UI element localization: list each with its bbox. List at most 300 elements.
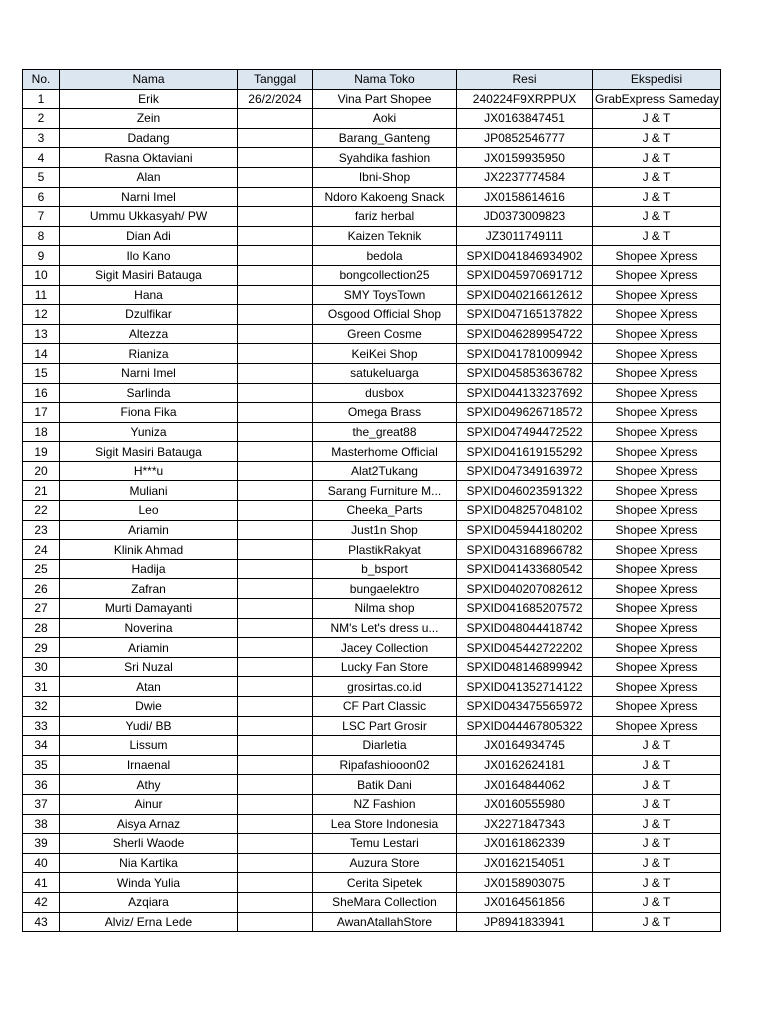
cell-ekspedisi: J & T (593, 892, 721, 912)
table-row (23, 677, 721, 697)
cell-no: 11 (23, 285, 60, 305)
table-row (23, 481, 721, 501)
table-row (23, 265, 721, 285)
cell-ekspedisi: J & T (593, 167, 721, 187)
table-row (23, 892, 721, 912)
cell-resi: SPXID043475565972 (457, 697, 593, 717)
cell-tanggal (238, 305, 313, 325)
cell-tanggal (238, 873, 313, 893)
cell-resi: JX0163847451 (457, 109, 593, 129)
cell-no: 32 (23, 697, 60, 717)
cell-nama: Zafran (60, 579, 238, 599)
cell-ekspedisi: Shopee Xpress (593, 599, 721, 619)
cell-nama: Dzulfikar (60, 305, 238, 325)
table-body (23, 89, 721, 932)
cell-ekspedisi: J & T (593, 207, 721, 227)
cell-ekspedisi: J & T (593, 755, 721, 775)
col-header-ekspedisi: Ekspedisi (593, 70, 721, 90)
table-row (23, 403, 721, 423)
cell-nama-toko: Barang_Ganteng (313, 128, 457, 148)
table-row (23, 912, 721, 932)
cell-nama-toko: Osgood Official Shop (313, 305, 457, 325)
cell-resi: SPXID045442722202 (457, 638, 593, 658)
cell-nama-toko: bungaelektro (313, 579, 457, 599)
cell-no: 42 (23, 892, 60, 912)
cell-ekspedisi: Shopee Xpress (593, 422, 721, 442)
table-row (23, 187, 721, 207)
cell-ekspedisi: Shopee Xpress (593, 324, 721, 344)
cell-no: 37 (23, 794, 60, 814)
cell-ekspedisi: Shopee Xpress (593, 285, 721, 305)
cell-ekspedisi: J & T (593, 814, 721, 834)
cell-ekspedisi: J & T (593, 736, 721, 756)
cell-tanggal: 26/2/2024 (238, 89, 313, 109)
cell-ekspedisi: J & T (593, 128, 721, 148)
cell-ekspedisi: Shopee Xpress (593, 716, 721, 736)
cell-nama-toko: Ndoro Kakoeng Snack (313, 187, 457, 207)
cell-resi: SPXID041352714122 (457, 677, 593, 697)
cell-resi: SPXID046023591322 (457, 481, 593, 501)
cell-tanggal (238, 599, 313, 619)
cell-nama: Irnaenal (60, 755, 238, 775)
cell-nama-toko: Lea Store Indonesia (313, 814, 457, 834)
cell-ekspedisi: Shopee Xpress (593, 363, 721, 383)
cell-tanggal (238, 559, 313, 579)
cell-nama-toko: Batik Dani (313, 775, 457, 795)
cell-no: 18 (23, 422, 60, 442)
cell-nama: Athy (60, 775, 238, 795)
cell-nama-toko: Diarletia (313, 736, 457, 756)
cell-no: 41 (23, 873, 60, 893)
cell-ekspedisi: J & T (593, 109, 721, 129)
cell-no: 24 (23, 540, 60, 560)
cell-no: 15 (23, 363, 60, 383)
cell-nama: Ariamin (60, 520, 238, 540)
cell-tanggal (238, 461, 313, 481)
table-row (23, 834, 721, 854)
cell-no: 25 (23, 559, 60, 579)
cell-resi: SPXID047349163972 (457, 461, 593, 481)
cell-nama: Hadija (60, 559, 238, 579)
table-row (23, 89, 721, 109)
cell-nama-toko: Masterhome Official (313, 442, 457, 462)
cell-ekspedisi: Shopee Xpress (593, 246, 721, 266)
cell-resi: JX0160555980 (457, 794, 593, 814)
cell-no: 20 (23, 461, 60, 481)
cell-nama-toko: the_great88 (313, 422, 457, 442)
cell-nama: Alviz/ Erna Lede (60, 912, 238, 932)
table-row (23, 109, 721, 129)
cell-tanggal (238, 383, 313, 403)
cell-resi: SPXID041781009942 (457, 344, 593, 364)
cell-ekspedisi: Shopee Xpress (593, 265, 721, 285)
cell-no: 17 (23, 403, 60, 423)
cell-nama-toko: Vina Part Shopee (313, 89, 457, 109)
cell-resi: SPXID040207082612 (457, 579, 593, 599)
table-row (23, 540, 721, 560)
table-row (23, 697, 721, 717)
cell-nama: H***u (60, 461, 238, 481)
table-row (23, 559, 721, 579)
cell-tanggal (238, 246, 313, 266)
cell-no: 21 (23, 481, 60, 501)
cell-tanggal (238, 697, 313, 717)
table-row (23, 422, 721, 442)
cell-nama-toko: bedola (313, 246, 457, 266)
cell-no: 4 (23, 148, 60, 168)
cell-tanggal (238, 324, 313, 344)
cell-tanggal (238, 814, 313, 834)
table-row (23, 638, 721, 658)
cell-ekspedisi: Shopee Xpress (593, 383, 721, 403)
cell-resi: SPXID046289954722 (457, 324, 593, 344)
cell-nama: Winda Yulia (60, 873, 238, 893)
cell-resi: SPXID047494472522 (457, 422, 593, 442)
cell-resi: SPXID048044418742 (457, 618, 593, 638)
cell-resi: JX0158614616 (457, 187, 593, 207)
cell-resi: JX0164561856 (457, 892, 593, 912)
cell-resi: SPXID044133237692 (457, 383, 593, 403)
cell-no: 40 (23, 853, 60, 873)
cell-ekspedisi: J & T (593, 873, 721, 893)
table-row (23, 128, 721, 148)
cell-nama: Sigit Masiri Batauga (60, 442, 238, 462)
cell-nama-toko: Ibni-Shop (313, 167, 457, 187)
cell-ekspedisi: J & T (593, 853, 721, 873)
cell-nama-toko: Just1n Shop (313, 520, 457, 540)
cell-no: 23 (23, 520, 60, 540)
cell-no: 36 (23, 775, 60, 795)
cell-no: 34 (23, 736, 60, 756)
cell-nama: Rianiza (60, 344, 238, 364)
cell-nama: Atan (60, 677, 238, 697)
cell-nama: Altezza (60, 324, 238, 344)
cell-nama-toko: dusbox (313, 383, 457, 403)
cell-no: 9 (23, 246, 60, 266)
cell-ekspedisi: J & T (593, 775, 721, 795)
cell-ekspedisi: Shopee Xpress (593, 442, 721, 462)
cell-tanggal (238, 775, 313, 795)
cell-ekspedisi: Shopee Xpress (593, 305, 721, 325)
cell-resi: JZ3011749111 (457, 226, 593, 246)
table-row (23, 167, 721, 187)
cell-tanggal (238, 226, 313, 246)
cell-resi: SPXID040216612612 (457, 285, 593, 305)
cell-nama: Noverina (60, 618, 238, 638)
cell-resi: SPXID043168966782 (457, 540, 593, 560)
cell-ekspedisi: Shopee Xpress (593, 618, 721, 638)
table-row (23, 794, 721, 814)
cell-resi: SPXID041433680542 (457, 559, 593, 579)
cell-ekspedisi: Shopee Xpress (593, 638, 721, 658)
cell-no: 39 (23, 834, 60, 854)
table-row (23, 579, 721, 599)
cell-ekspedisi: Shopee Xpress (593, 403, 721, 423)
cell-nama: Alan (60, 167, 238, 187)
cell-ekspedisi: Shopee Xpress (593, 657, 721, 677)
cell-nama: Ummu Ukkasyah/ PW (60, 207, 238, 227)
cell-no: 31 (23, 677, 60, 697)
cell-no: 30 (23, 657, 60, 677)
cell-tanggal (238, 442, 313, 462)
cell-no: 35 (23, 755, 60, 775)
cell-nama: Sarlinda (60, 383, 238, 403)
cell-resi: SPXID048257048102 (457, 501, 593, 521)
cell-tanggal (238, 657, 313, 677)
shipment-table (22, 69, 721, 932)
table-row (23, 755, 721, 775)
table-row (23, 324, 721, 344)
table-row (23, 442, 721, 462)
cell-nama-toko: Cheeka_Parts (313, 501, 457, 521)
cell-ekspedisi: Shopee Xpress (593, 481, 721, 501)
cell-nama: Hana (60, 285, 238, 305)
cell-nama-toko: b_bsport (313, 559, 457, 579)
cell-nama: Rasna Oktaviani (60, 148, 238, 168)
cell-nama: Ariamin (60, 638, 238, 658)
cell-nama-toko: Temu Lestari (313, 834, 457, 854)
cell-no: 1 (23, 89, 60, 109)
cell-nama: Narni Imel (60, 187, 238, 207)
cell-tanggal (238, 677, 313, 697)
cell-nama: Muliani (60, 481, 238, 501)
cell-nama: Sri Nuzal (60, 657, 238, 677)
cell-resi: JX0164844062 (457, 775, 593, 795)
cell-nama-toko: Nilma shop (313, 599, 457, 619)
table-row (23, 599, 721, 619)
col-header-tanggal: Tanggal (238, 70, 313, 90)
table-row (23, 775, 721, 795)
cell-no: 19 (23, 442, 60, 462)
cell-tanggal (238, 638, 313, 658)
cell-resi: JX0162154051 (457, 853, 593, 873)
cell-nama-toko: Syahdika fashion (313, 148, 457, 168)
cell-nama-toko: Kaizen Teknik (313, 226, 457, 246)
cell-resi: JD0373009823 (457, 207, 593, 227)
cell-tanggal (238, 853, 313, 873)
table-row (23, 520, 721, 540)
col-header-resi: Resi (457, 70, 593, 90)
cell-resi: JX2237774584 (457, 167, 593, 187)
cell-tanggal (238, 207, 313, 227)
cell-nama: Yudi/ BB (60, 716, 238, 736)
cell-nama-toko: NZ Fashion (313, 794, 457, 814)
cell-tanggal (238, 187, 313, 207)
cell-ekspedisi: Shopee Xpress (593, 677, 721, 697)
col-header-nama: Nama (60, 70, 238, 90)
cell-nama: Erik (60, 89, 238, 109)
cell-ekspedisi: Shopee Xpress (593, 520, 721, 540)
cell-nama-toko: Green Cosme (313, 324, 457, 344)
cell-nama-toko: SMY ToysTown (313, 285, 457, 305)
cell-resi: SPXID048146899942 (457, 657, 593, 677)
cell-nama-toko: CF Part Classic (313, 697, 457, 717)
cell-ekspedisi: J & T (593, 912, 721, 932)
cell-ekspedisi: Shopee Xpress (593, 579, 721, 599)
cell-resi: JP0852546777 (457, 128, 593, 148)
cell-nama: Zein (60, 109, 238, 129)
cell-no: 10 (23, 265, 60, 285)
table-row (23, 246, 721, 266)
table-row (23, 501, 721, 521)
cell-nama: Dian Adi (60, 226, 238, 246)
table-row (23, 344, 721, 364)
cell-nama: Leo (60, 501, 238, 521)
cell-resi: SPXID044467805322 (457, 716, 593, 736)
cell-resi: SPXID047165137822 (457, 305, 593, 325)
cell-ekspedisi: Shopee Xpress (593, 501, 721, 521)
cell-no: 14 (23, 344, 60, 364)
cell-nama: Azqiara (60, 892, 238, 912)
cell-resi: JX2271847343 (457, 814, 593, 834)
table-row (23, 207, 721, 227)
cell-resi: SPXID045853636782 (457, 363, 593, 383)
cell-tanggal (238, 285, 313, 305)
cell-resi: SPXID041619155292 (457, 442, 593, 462)
table-row (23, 363, 721, 383)
cell-nama-toko: Omega Brass (313, 403, 457, 423)
cell-tanggal (238, 892, 313, 912)
table-row (23, 461, 721, 481)
cell-nama: Dadang (60, 128, 238, 148)
cell-no: 7 (23, 207, 60, 227)
cell-no: 16 (23, 383, 60, 403)
cell-nama: Ilo Kano (60, 246, 238, 266)
table-row (23, 814, 721, 834)
cell-nama-toko: LSC Part Grosir (313, 716, 457, 736)
col-header-nama-toko: Nama Toko (313, 70, 457, 90)
cell-ekspedisi: Shopee Xpress (593, 344, 721, 364)
cell-nama: Nia Kartika (60, 853, 238, 873)
cell-resi: JX0161862339 (457, 834, 593, 854)
cell-no: 38 (23, 814, 60, 834)
cell-tanggal (238, 579, 313, 599)
header-row (23, 70, 721, 90)
cell-resi: JX0158903075 (457, 873, 593, 893)
cell-ekspedisi: Shopee Xpress (593, 697, 721, 717)
cell-no: 28 (23, 618, 60, 638)
cell-tanggal (238, 794, 313, 814)
cell-tanggal (238, 912, 313, 932)
cell-nama-toko: NM's Let's dress u... (313, 618, 457, 638)
cell-nama-toko: fariz herbal (313, 207, 457, 227)
cell-nama: Lissum (60, 736, 238, 756)
table-row (23, 305, 721, 325)
table-row (23, 226, 721, 246)
cell-no: 29 (23, 638, 60, 658)
cell-ekspedisi: J & T (593, 794, 721, 814)
cell-resi: SPXID045970691712 (457, 265, 593, 285)
cell-ekspedisi: J & T (593, 187, 721, 207)
cell-nama: Dwie (60, 697, 238, 717)
cell-resi: JX0164934745 (457, 736, 593, 756)
table-row (23, 618, 721, 638)
cell-resi: JX0159935950 (457, 148, 593, 168)
cell-ekspedisi: Shopee Xpress (593, 461, 721, 481)
cell-no: 33 (23, 716, 60, 736)
cell-nama: Narni Imel (60, 363, 238, 383)
cell-resi: 240224F9XRPPUX (457, 89, 593, 109)
cell-nama-toko: AwanAtallahStore (313, 912, 457, 932)
cell-nama-toko: Aoki (313, 109, 457, 129)
cell-no: 26 (23, 579, 60, 599)
cell-tanggal (238, 265, 313, 285)
cell-tanggal (238, 109, 313, 129)
cell-resi: JX0162624181 (457, 755, 593, 775)
cell-ekspedisi: Shopee Xpress (593, 559, 721, 579)
cell-no: 12 (23, 305, 60, 325)
cell-nama: Aisya Arnaz (60, 814, 238, 834)
cell-ekspedisi: J & T (593, 226, 721, 246)
cell-nama-toko: satukeluarga (313, 363, 457, 383)
cell-resi: SPXID045944180202 (457, 520, 593, 540)
cell-tanggal (238, 501, 313, 521)
cell-tanggal (238, 736, 313, 756)
cell-no: 22 (23, 501, 60, 521)
cell-no: 43 (23, 912, 60, 932)
cell-nama-toko: Alat2Tukang (313, 461, 457, 481)
cell-nama: Ainur (60, 794, 238, 814)
table-row (23, 853, 721, 873)
cell-nama: Fiona Fika (60, 403, 238, 423)
cell-tanggal (238, 403, 313, 423)
cell-nama-toko: Auzura Store (313, 853, 457, 873)
table-row (23, 285, 721, 305)
cell-tanggal (238, 167, 313, 187)
cell-resi: SPXID049626718572 (457, 403, 593, 423)
cell-nama-toko: Jacey Collection (313, 638, 457, 658)
cell-resi: SPXID041685207572 (457, 599, 593, 619)
cell-tanggal (238, 540, 313, 560)
cell-nama: Sigit Masiri Batauga (60, 265, 238, 285)
cell-tanggal (238, 481, 313, 501)
col-header-no: No. (23, 70, 60, 90)
cell-no: 3 (23, 128, 60, 148)
table-row (23, 383, 721, 403)
cell-nama-toko: Lucky Fan Store (313, 657, 457, 677)
cell-tanggal (238, 520, 313, 540)
cell-tanggal (238, 363, 313, 383)
cell-nama: Murti Damayanti (60, 599, 238, 619)
cell-tanggal (238, 148, 313, 168)
table-row (23, 716, 721, 736)
cell-nama-toko: PlastikRakyat (313, 540, 457, 560)
cell-no: 2 (23, 109, 60, 129)
cell-nama: Sherli Waode (60, 834, 238, 854)
cell-nama-toko: Ripafashiooon02 (313, 755, 457, 775)
cell-tanggal (238, 755, 313, 775)
table-row (23, 873, 721, 893)
cell-resi: JP8941833941 (457, 912, 593, 932)
cell-ekspedisi: J & T (593, 148, 721, 168)
cell-nama: Yuniza (60, 422, 238, 442)
cell-tanggal (238, 716, 313, 736)
table-row (23, 657, 721, 677)
cell-ekspedisi: J & T (593, 834, 721, 854)
cell-ekspedisi: GrabExpress Sameday (593, 89, 721, 109)
cell-nama-toko: grosirtas.co.id (313, 677, 457, 697)
cell-resi: SPXID041846934902 (457, 246, 593, 266)
cell-ekspedisi: Shopee Xpress (593, 540, 721, 560)
cell-tanggal (238, 422, 313, 442)
cell-no: 6 (23, 187, 60, 207)
cell-nama-toko: KeiKei Shop (313, 344, 457, 364)
cell-no: 8 (23, 226, 60, 246)
cell-tanggal (238, 128, 313, 148)
table-row (23, 736, 721, 756)
cell-no: 13 (23, 324, 60, 344)
cell-nama-toko: SheMara Collection (313, 892, 457, 912)
